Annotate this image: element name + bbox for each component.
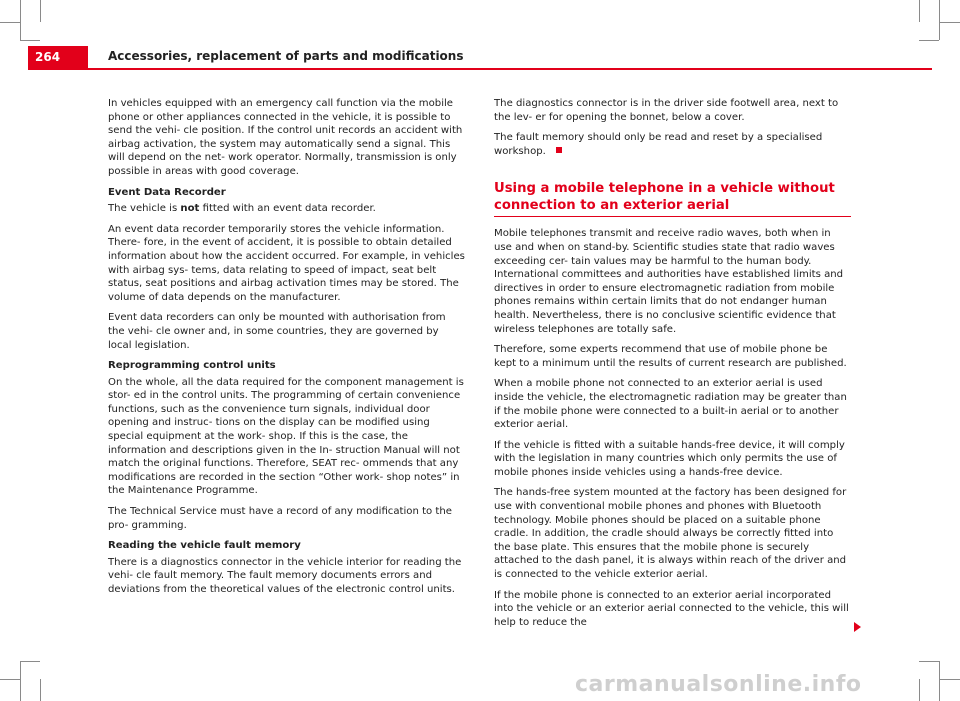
section-heading-mobile-telephone: Using a mobile telephone in a vehicle without connection to an exterior aerial: [494, 180, 851, 217]
paragraph-exterior-aerial: If the mobile phone is connected to an exterior aerial incorporated into the vehicle or an exterior aerial connected to the vehicle, this will help to reduce the: [494, 589, 849, 628]
crop-mark: [20, 661, 40, 662]
crop-mark: [939, 0, 940, 40]
right-column: [494, 97, 851, 636]
paragraph-not-fitted: The vehicle is not fitted with an event data recorder.: [108, 203, 376, 215]
crop-mark: [0, 679, 20, 680]
watermark: carmanualsonline.info: [575, 672, 862, 697]
page-header-title: Accessories, replacement of parts and modifications: [108, 49, 464, 63]
crop-mark: [0, 22, 20, 23]
paragraph-reprogramming: On the whole, all the data required for the component management is stor- ed in the control units. The programming of certain convenience functions, such as the convenience turn signals, individual door opening and instruc- tions on the display can be modified using special equipment at the work- shop. If this is the case, the information and descriptions given in the In- struction Manual will not match the original functions. Therefore, SEAT rec- ommends that any modifications are recorded in the section “Other work- shop notes” in the Maintenance Programme.: [108, 376, 464, 497]
crop-mark: [939, 661, 940, 701]
paragraph-diagnostics-connector: There is a diagnostics connector in the vehicle interior for reading the vehi- cle fault memory. The fault memory documents errors and deviations from the theoretical values of the electronic control units.: [108, 556, 462, 595]
crop-mark: [20, 0, 21, 40]
subheading-reprogramming: Reprogramming control units: [108, 360, 276, 372]
left-column: [108, 97, 465, 604]
crop-mark: [40, 0, 41, 22]
crop-mark: [919, 679, 920, 701]
crop-mark: [940, 679, 960, 680]
crop-mark: [40, 679, 41, 701]
crop-mark: [20, 40, 40, 41]
subheading-event-data-recorder: Event Data Recorder: [108, 186, 226, 198]
paragraph-emergency-call: In vehicles equipped with an emergency call function via the mobile phone or other appliances connected in the vehicle, it is possible to send the vehi- cle position. If the control unit records an accident with airbag activation, the system may automatically send a signal. This will depend on the net- work operator. Normally, transmission is only possible in areas with good coverage.: [108, 98, 463, 177]
paragraph-expert-recommendation: Therefore, some experts recommend that use of mobile phone be kept to a minimum until the results of current research are published.: [494, 344, 847, 369]
paragraph-radio-waves: Mobile telephones transmit and receive radio waves, both when in use and when on stand-by. Scientific studies state that radio waves exceeding cer- tain values may be harmful to the human body. International committees and authorities have established limits and directives in order to ensure electromagnetic radiation from mobile phones remains within certain limits that do not endanger human health. Nevertheless, there is no conclusive scientific evidence that wireless telephones are totally safe.: [494, 228, 844, 335]
paragraph-recorder-authorisation: Event data recorders can only be mounted with authorisation from the vehi- cle owner and, in some countries, they are governed by local legislation.: [108, 312, 446, 351]
paragraph-radiation-inside: When a mobile phone not connected to an exterior aerial is used inside the vehicle, the electromagnetic radiation may be greater than if the mobile phone were connected to a built-in aerial or to another exterior aerial.: [494, 378, 847, 431]
page-number: 264: [28, 46, 88, 68]
paragraph-technical-service: The Technical Service must have a record of any modification to the pro- gramming.: [108, 506, 452, 531]
crop-mark: [919, 0, 920, 22]
paragraph-hands-free-legislation: If the vehicle is fitted with a suitable hands-free device, it will comply with the legislation in many countries which only permits the use of mobile phones inside vehicles using a hands-free device.: [494, 439, 845, 478]
paragraph-fault-memory-reset: The fault memory should only be read and reset by a specialised workshop.: [494, 132, 823, 157]
crop-mark: [919, 40, 939, 41]
paragraph-factory-hands-free: The hands-free system mounted at the factory has been designed for use with conventional mobile phones and phones with Bluetooth technology. Mobile phones should be placed on a suitable phone cradle. In addition, the cradle should always be correctly fitted into the base plate. This ensures that the mobile phone is securely attached to the dash panel, it is always within reach of the driver and is connected to the vehicle exterior aerial.: [494, 487, 847, 581]
continue-arrow-icon: [854, 622, 861, 632]
subheading-fault-memory: Reading the vehicle fault memory: [108, 540, 301, 552]
paragraph-connector-location: The diagnostics connector is in the driver side footwell area, next to the lev- er for opening the bonnet, below a cover.: [494, 98, 839, 123]
emphasis-not: not: [180, 203, 200, 215]
section-end-square-icon: [556, 147, 562, 153]
header-rule: [28, 68, 932, 70]
crop-mark: [20, 661, 21, 701]
crop-mark: [940, 22, 960, 23]
paragraph-recorder-info: An event data recorder temporarily stores the vehicle information. There- fore, in the event of accident, it is possible to obtain detailed information about how the accident occurred. For example, in vehicles with airbag sys- tems, data relating to speed of impact, seat belt status, seat positions and airbag activation times may be stored. The volume of data depends on the manufacturer.: [108, 223, 465, 303]
crop-mark: [919, 661, 939, 662]
